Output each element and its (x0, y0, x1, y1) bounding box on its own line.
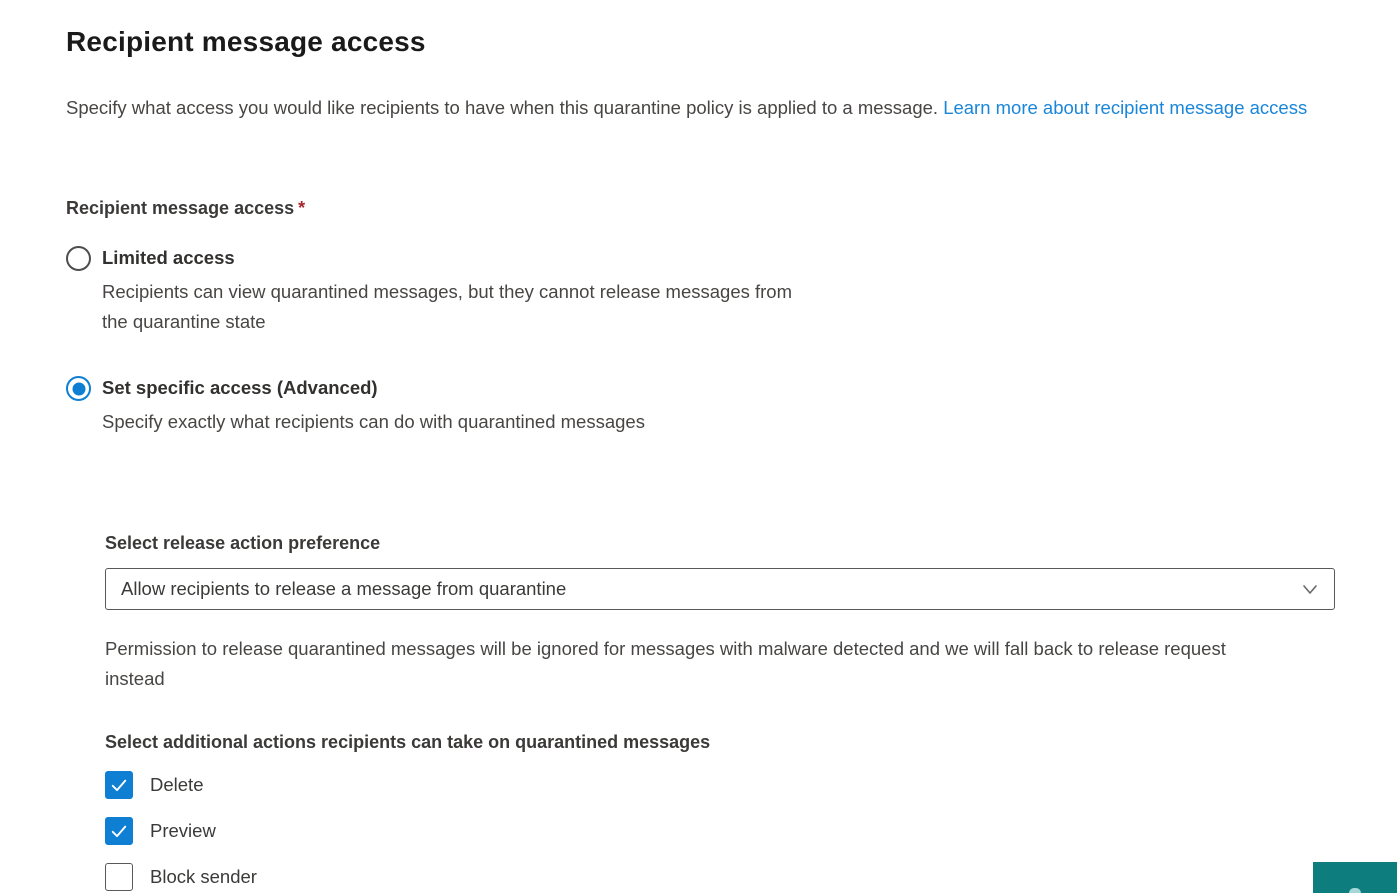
checkbox-block-sender[interactable] (105, 863, 133, 891)
radio-option-texts (102, 245, 802, 337)
chevron-down-icon (1300, 579, 1320, 599)
release-preference-dropdown[interactable] (105, 568, 1335, 610)
radio-button-limited-access[interactable] (66, 246, 91, 271)
access-field-label-text: Recipient message access (66, 198, 295, 218)
radio-description-limited-access: Recipients can view quarantined messages, but they cannot release messages from the quarantine state (102, 281, 793, 332)
required-asterisk: * (298, 198, 306, 218)
release-preference-selected-value: Allow recipients to release a message from quarantine (121, 578, 567, 599)
checkbox-label-block-sender: Block sender (150, 866, 257, 887)
release-permission-note: Permission to release quarantined messages will be ignored for messages with malware detected and we will fall back to release request instead (105, 638, 1226, 689)
feedback-smiley-icon (1349, 888, 1361, 893)
checkbox-delete[interactable] (105, 771, 133, 799)
advanced-access-section (105, 533, 1397, 891)
learn-more-link[interactable]: Learn more about recipient message access (943, 97, 1308, 118)
checkmark-icon (108, 820, 130, 842)
checkmark-icon (108, 774, 130, 796)
page-description (66, 94, 1311, 122)
radio-button-set-specific-access[interactable] (66, 376, 91, 401)
radio-option-texts (102, 375, 645, 437)
radio-label-limited-access: Limited access (102, 247, 235, 268)
additional-actions-label: Select additional actions recipients can take on quarantined messages (105, 732, 711, 752)
release-preference-label: Select release action preference (105, 533, 381, 553)
feedback-button[interactable] (1313, 862, 1397, 893)
radio-option-set-specific-access[interactable] (66, 375, 1397, 437)
checkbox-row-preview[interactable] (105, 817, 1397, 845)
radio-option-limited-access[interactable] (66, 245, 1397, 337)
page-description-text: Specify what access you would like recipients to have when this quarantine policy is applied to a message. (66, 97, 939, 118)
radio-label-set-specific-access: Set specific access (Advanced) (102, 377, 378, 398)
page-title: Recipient message access (66, 26, 426, 57)
radio-description-set-specific-access: Specify exactly what recipients can do with quarantined messages (102, 411, 645, 432)
checkbox-label-delete: Delete (150, 774, 204, 795)
access-field-label (66, 198, 1397, 219)
checkbox-row-delete[interactable] (105, 771, 1397, 799)
checkbox-preview[interactable] (105, 817, 133, 845)
checkbox-label-preview: Preview (150, 820, 216, 841)
checkbox-row-block-sender[interactable] (105, 863, 1397, 891)
